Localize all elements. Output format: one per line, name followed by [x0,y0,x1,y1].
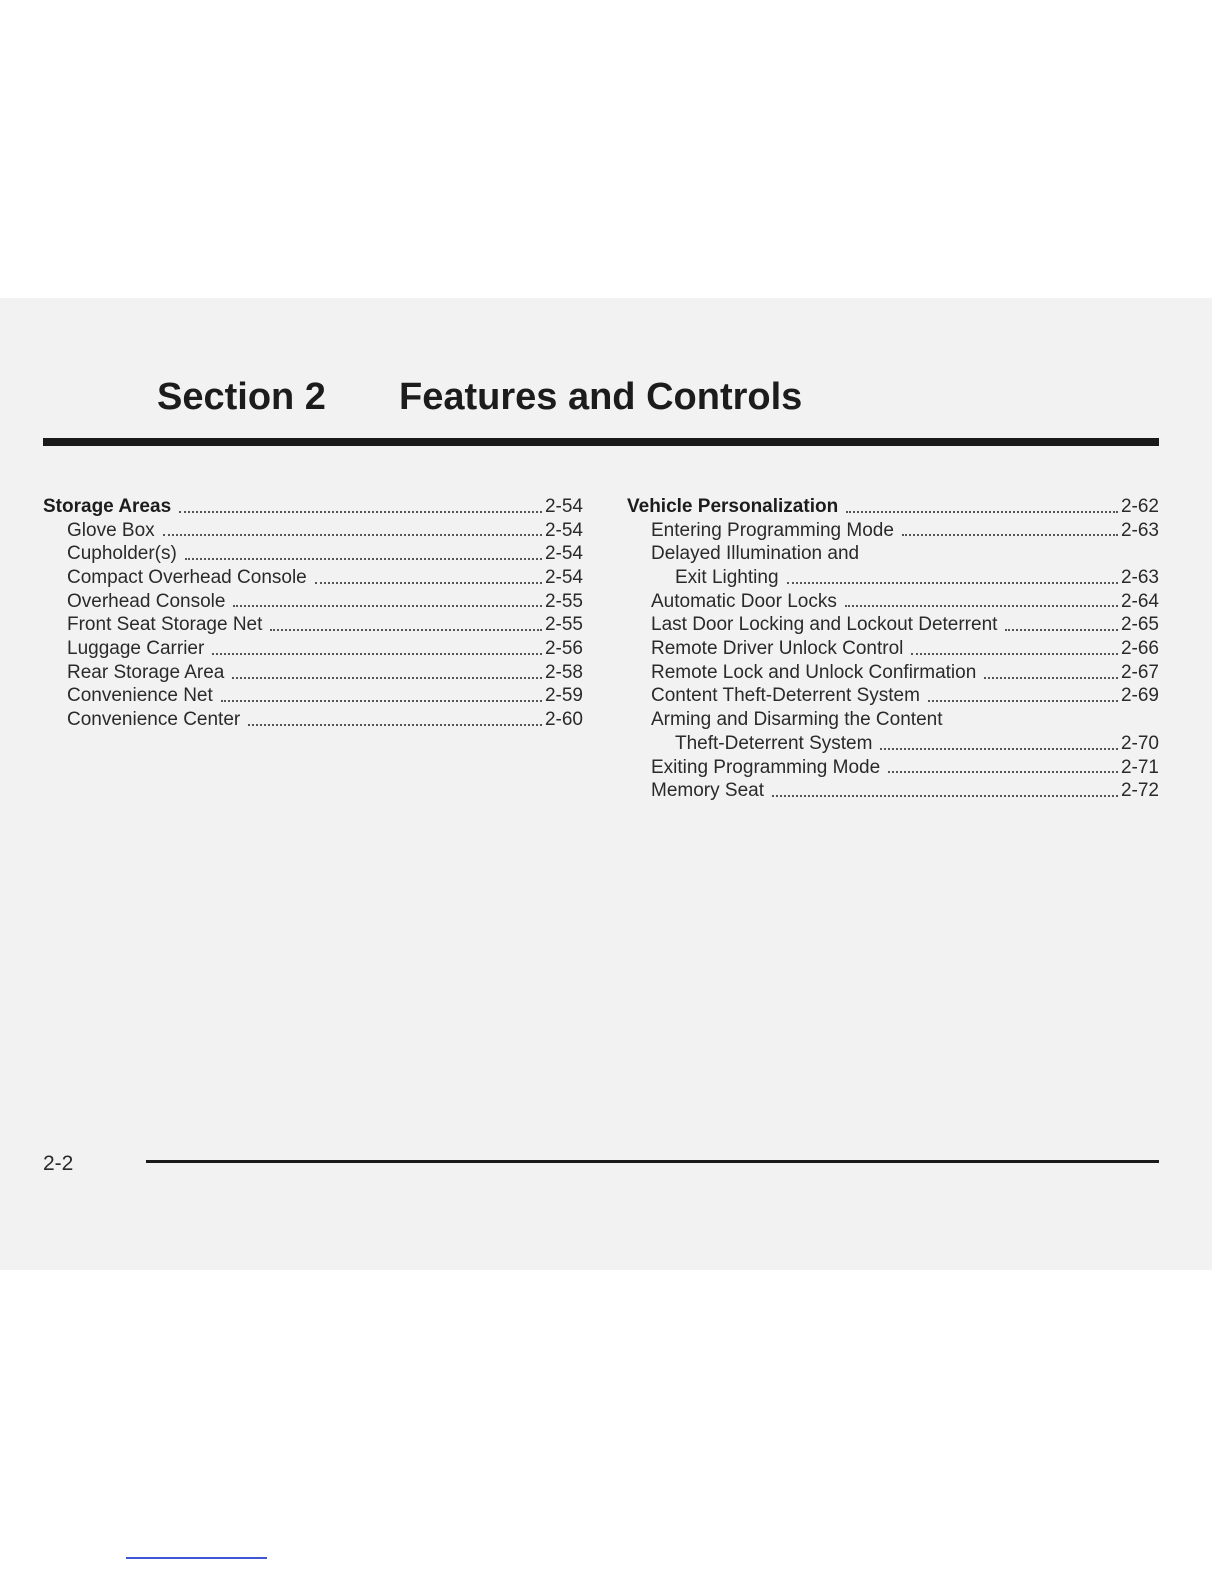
toc-entry[interactable] [627,542,1159,566]
dot-leader [911,652,1118,655]
dot-leader [212,652,542,655]
toc-entry[interactable] [43,590,583,614]
dot-leader [846,510,1118,513]
toc-entry[interactable] [43,519,583,543]
dot-leader [179,510,542,513]
toc-entry-title: Convenience Net [67,685,213,707]
toc-entry-page: 2-54 [544,567,583,589]
toc-entry-title: Luggage Carrier [67,638,205,660]
toc-entry-page: 2-64 [1120,590,1159,612]
toc-entry[interactable] [43,542,583,566]
toc-entry-title: Cupholder(s) [67,543,177,565]
dot-leader [880,747,1118,750]
dot-leader [232,676,542,679]
link-underline [126,1557,267,1559]
toc-entry-title: Exit Lighting [675,567,779,589]
dot-leader [888,770,1118,773]
toc-entry[interactable] [627,661,1159,685]
toc-entry-title: Front Seat Storage Net [67,614,263,636]
toc-entry[interactable] [43,637,583,661]
toc-entry-title: Automatic Door Locks [651,590,837,612]
toc-entry[interactable] [627,685,1159,709]
toc-entry-title: Theft-Deterrent System [675,732,873,754]
toc-entry[interactable] [627,637,1159,661]
toc-entry-page: 2-54 [544,519,583,541]
dot-leader [233,604,542,607]
toc-entry-title: Content Theft-Deterrent System [651,685,920,707]
toc-entry-page: 2-69 [1120,685,1159,707]
toc-entry-title: Convenience Center [67,709,241,731]
dot-leader [928,699,1118,702]
toc-entry[interactable] [627,756,1159,780]
toc-entry-page: 2-63 [1120,519,1159,541]
toc-entry-title: Memory Seat [651,780,764,802]
toc-entry-title: Remote Driver Unlock Control [651,638,904,660]
section-number: Section 2 [157,376,326,418]
toc-entry-title: Glove Box [67,519,155,541]
toc-entry-title: Entering Programming Mode [651,519,894,541]
toc-entry-page: 2-55 [544,614,583,636]
toc-section-entry[interactable] [627,495,1159,519]
toc-entry[interactable] [43,708,583,732]
toc-entry-page: 2-63 [1120,567,1159,589]
toc-entry-page: 2-72 [1120,780,1159,802]
toc-entry[interactable] [43,566,583,590]
toc-entry-title: Last Door Locking and Lockout Deterrent [651,614,998,636]
heading-rule [43,438,1159,446]
toc-entry-page: 2-55 [544,590,583,612]
toc-entry-title: Storage Areas [43,495,172,517]
toc-entry-title: Exiting Programming Mode [651,756,881,778]
dot-leader [315,581,542,584]
toc-entry-page: 2-66 [1120,638,1159,660]
section-heading [157,376,802,419]
toc-section-entry[interactable] [43,495,583,519]
toc-entry-title: Arming and Disarming the Content [651,709,943,731]
toc-entry-page: 2-58 [544,661,583,683]
toc-entry-page: 2-56 [544,638,583,660]
dot-leader [221,699,542,702]
toc-entry-title: Overhead Console [67,590,226,612]
toc-entry-page: 2-67 [1120,661,1159,683]
toc-entry-page: 2-60 [544,709,583,731]
toc-entry-title: Compact Overhead Console [67,567,307,589]
toc-entry[interactable] [43,613,583,637]
toc-entry[interactable] [43,685,583,709]
page-number: 2-2 [43,1152,74,1175]
dot-leader [248,723,542,726]
dot-leader [270,628,542,631]
toc-entry-page: 2-71 [1120,756,1159,778]
toc-entry[interactable] [627,732,1159,756]
toc-entry[interactable] [627,590,1159,614]
toc-entry-title: Vehicle Personalization [627,495,839,517]
toc-entry[interactable] [627,708,1159,732]
toc-entry-page: 2-54 [544,543,583,565]
dot-leader [984,676,1118,679]
dot-leader [845,604,1118,607]
toc-entry-title: Remote Lock and Unlock Confirmation [651,661,977,683]
footer-rule [146,1160,1159,1163]
toc-entry-page: 2-54 [544,495,583,517]
dot-leader [787,581,1118,584]
dot-leader [185,557,542,560]
toc-entry-page: 2-62 [1120,495,1159,517]
toc-right-column [627,495,1159,803]
toc-entry[interactable] [627,779,1159,803]
toc-left-column [43,495,583,732]
toc-entry-page: 2-59 [544,685,583,707]
toc-entry[interactable] [43,661,583,685]
toc-entry-title: Rear Storage Area [67,661,225,683]
toc-entry-title: Delayed Illumination and [651,543,860,565]
dot-leader [1005,628,1118,631]
dot-leader [902,533,1118,536]
dot-leader [163,533,542,536]
toc-entry[interactable] [627,566,1159,590]
toc-entry-page: 2-65 [1120,614,1159,636]
toc-entry[interactable] [627,519,1159,543]
toc-entry[interactable] [627,613,1159,637]
dot-leader [772,794,1118,797]
toc-entry-page: 2-70 [1120,732,1159,754]
section-title: Features and Controls [399,376,803,418]
